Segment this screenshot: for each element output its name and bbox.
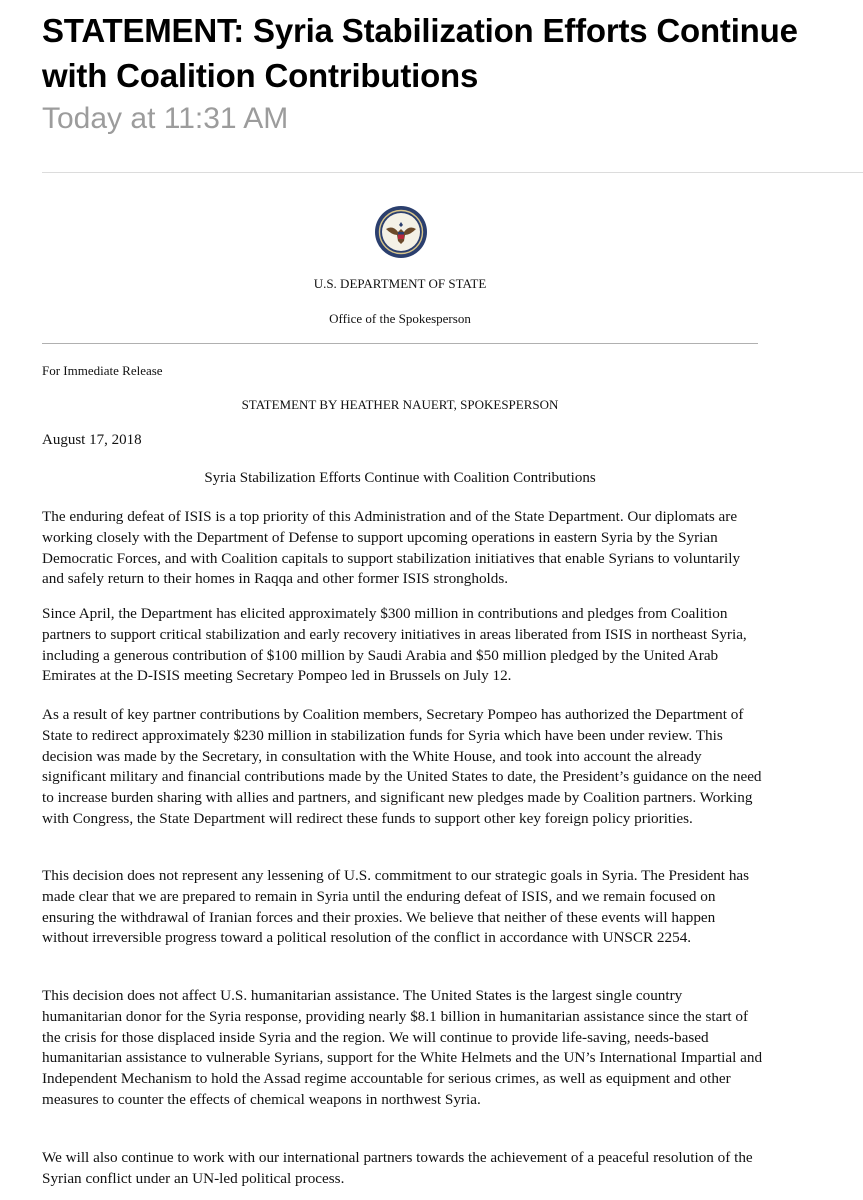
paragraph: The enduring defeat of ISIS is a top priority of this Administration and of the State Department. Our diplomats are working closely with the Department of Defense to support upcoming operations in eastern Syria by the Syrian Democratic Forces, and with Coalition capitals to support stabilization initiatives that enable Syrians to voluntarily and safely return to their homes in Raqqa and other former ISIS strongholds. — [42, 508, 741, 588]
paragraph: As a result of key partner contributions by Coalition members, Secretary Pompeo has authorized the Department of State to redirect approximately $230 million in stabilization funds for Syria which have been under review. This decision was made by the Secretary, in consultation with the White House, and took into account the already significant military and financial contributions made by the United States to date, the President’s guidance on the need to increase burden sharing with allies and partners, and significant new pledges made by Coalition partners. Working with Congress, the State Department will redirect these funds to support other key foreign policy priorities. — [42, 706, 762, 827]
paragraph: This decision does not represent any lessening of U.S. commitment to our strategic goals in Syria. The President has made clear that we are prepared to remain in Syria until the enduring defeat of ISIS, and we remain focused on ensuring the withdrawal of Iranian forces and their proxies. We believe that neither of these events will happen without irreversible progress toward a political resolution of the conflict in accordance with UNSCR 2254. — [42, 867, 750, 947]
statement-byline: STATEMENT BY HEATHER NAUERT, SPOKESPERSON — [241, 397, 559, 412]
paragraph: We will also continue to work with our international partners towards the achievement of a peaceful resolution of the Syrian conflict under an UN-led political process. — [42, 1149, 753, 1187]
department-name: U.S. DEPARTMENT OF STATE — [313, 276, 487, 291]
email-header — [42, 8, 842, 139]
statement-title: Syria Stabilization Efforts Continue with Coalition Contributions — [204, 470, 596, 486]
email-timestamp: Today at 11:31 AM — [42, 102, 289, 135]
letterhead-rule — [42, 343, 758, 344]
office-name: Office of the Spokesperson — [329, 311, 471, 326]
email-subject: STATEMENT: Syria Stabilization Efforts Continue with Coalition Contributions — [42, 12, 798, 94]
department-seal-icon — [374, 205, 428, 259]
statement-date: August 17, 2018 — [42, 432, 142, 448]
paragraph: This decision does not affect U.S. humanitarian assistance. The United States is the largest single country humanitarian donor for the Syria response, providing nearly $8.1 billion in humanitarian assistance since the start of the crisis for those displaced inside Syria and the region. We will continue to provide life-saving, needs-based humanitarian assistance to vulnerable Syrians, support for the White Helmets and the UN’s International Impartial and Independent Mechanism to hold the Assad regime accountable for serious crimes, as well as equipment and other measures to counter the effects of chemical weapons in northwest Syria. — [42, 987, 763, 1108]
paragraph: Since April, the Department has elicited approximately $300 million in contributions and pledges from Coalition partners to support critical stabilization and early recovery initiatives in areas liberated from ISIS in northeast Syria, including a generous contribution of $100 million by Saudi Arabia and $50 million pledged by the United Arab Emirates at the D-ISIS meeting Secretary Pompeo led in Brussels on July 12. — [42, 605, 747, 685]
release-label: For Immediate Release — [42, 363, 163, 378]
header-divider — [42, 172, 863, 173]
